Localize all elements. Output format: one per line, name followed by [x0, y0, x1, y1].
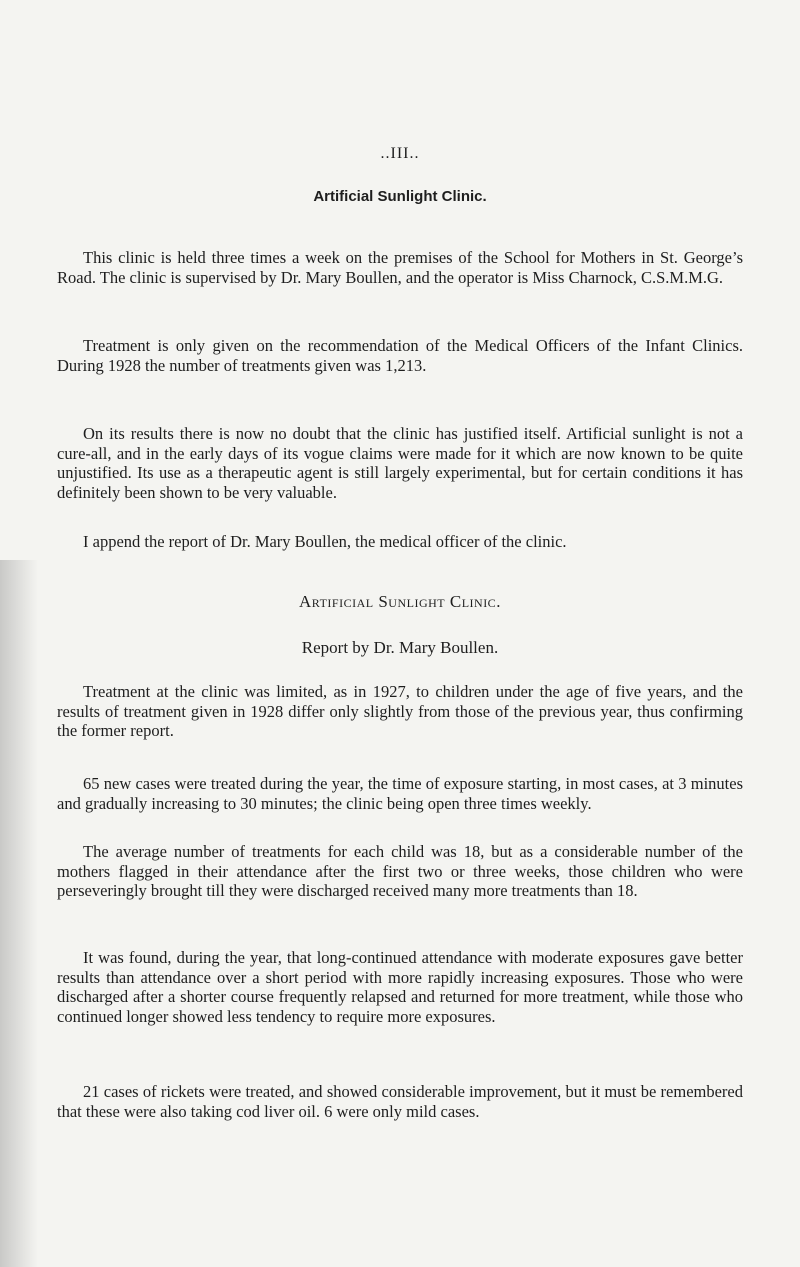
- section-title: Artificial Sunlight Clinic.: [313, 188, 487, 205]
- intro-paragraph-2: Treatment is only given on the recommendation of the Medical Officers of the Infant Clinics. During 1928 the number of treatments given was 1,213.: [57, 336, 743, 375]
- report-paragraph-4: It was found, during the year, that long-continued attendance with moderate exposures gave better results than attendance over a short period with more rapidly increasing exposures. Those who were discharged after a shorter course frequently relapsed and returned for more treatment, while those who continued longer showed less tendency to require more exposures.: [57, 948, 743, 1026]
- intro-paragraph-1: This clinic is held three times a week on the premises of the School for Mothers in St. George’s Road. The clinic is supervised by Dr. Mary Boullen, and the operator is Miss Charnock, C.S.M.M.G.: [57, 248, 743, 287]
- page-edge-shadow: [0, 560, 38, 1267]
- report-paragraph-5: 21 cases of rickets were treated, and showed considerable improvement, but it must be remembered that these were also taking cod liver oil. 6 were only mild cases.: [57, 1082, 743, 1121]
- intro-paragraph-4: I append the report of Dr. Mary Boullen, the medical officer of the clinic.: [83, 532, 567, 551]
- report-paragraph-2: 65 new cases were treated during the year, the time of exposure starting, in most cases, at 3 minutes and gradually increasing to 30 minutes; the clinic being open three times weekly.: [57, 774, 743, 813]
- report-paragraph-1: Treatment at the clinic was limited, as in 1927, to children under the age of five years, and the results of treatment given in 1928 differ only slightly from those of the previous year, thus confirming the former report.: [57, 682, 743, 740]
- report-paragraph-3: The average number of treatments for each child was 18, but as a considerable number of the mothers flagged in their attendance after the first two or three weeks, those children who were perseveringly brought till they were discharged received many more treatments than 18.: [57, 842, 743, 900]
- report-byline: Report by Dr. Mary Boullen.: [301, 638, 499, 657]
- intro-paragraph-3: On its results there is now no doubt that the clinic has justified itself. Artificial sunlight is not a cure-all, and in the early days of its vogue claims were made for it which are now known to be quite unjustified. Its use as a therapeutic agent is still largely experimental, but for certain conditions it has definitely been shown to be very valuable.: [57, 424, 743, 502]
- page-number: ..III..: [380, 145, 420, 162]
- report-title: Artificial Sunlight Clinic.: [299, 592, 501, 611]
